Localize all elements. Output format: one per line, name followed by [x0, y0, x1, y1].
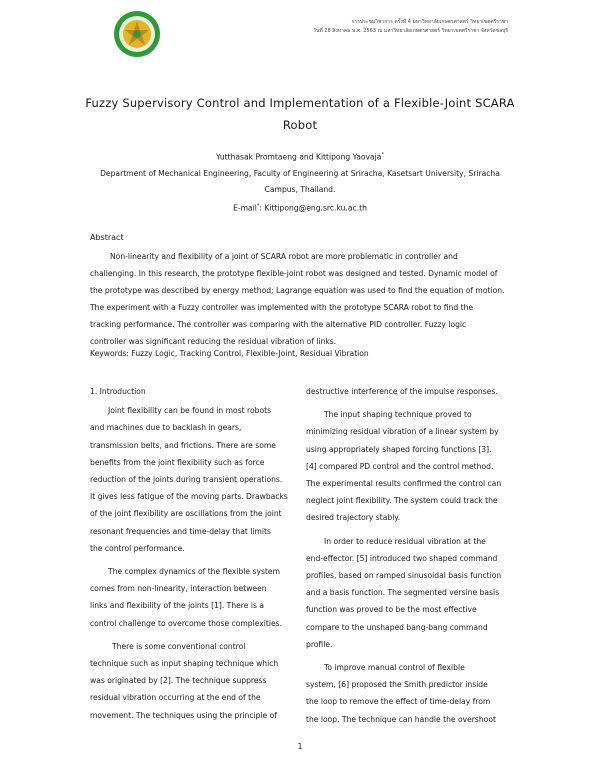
text-line: profile.	[306, 639, 333, 649]
text-line: In order to reduce residual vibration at the	[324, 536, 486, 546]
page-number: 1	[297, 742, 303, 751]
text-line: movement. The techniques using the principle of	[90, 710, 277, 720]
text-line: function was proved to be the most effective	[306, 605, 477, 615]
text-line: the loop to remove the effect of time-delay from	[306, 697, 491, 707]
text-line: and a basis function. The segmented versine basis	[306, 588, 500, 598]
paper-title	[0, 92, 600, 136]
text-line: It gives less fatigue of the moving parts. Drawbacks	[90, 492, 288, 502]
text-line: residual vibration occurring at the end of the	[90, 693, 261, 703]
keywords: Keywords: Fuzzy Logic, Tracking Control, Flexible-Joint, Residual Vibration	[90, 349, 369, 358]
abstract-line: The experiment with a Fuzzy controller was implemented with the prototype SCARA robot to find the	[90, 303, 474, 312]
text-line: desired trajectory stably.	[306, 513, 401, 523]
abstract-line: tracking performance. The controller was comparing with the alternative PID controller. Fuzzy logic	[90, 320, 467, 329]
abstract-line: the prototype was described by energy method; Lagrange equation was used to find the equation of motion.	[90, 286, 505, 295]
left-column	[90, 383, 298, 724]
text-line: neglect joint flexibility. The system could track the	[306, 496, 498, 506]
text-line: control challenge to overcome those complexities.	[90, 618, 282, 628]
paragraph	[306, 659, 514, 728]
abstract-line: challenging. In this research, the prototype flexible-joint robot was designed and tested. Dynamic model of	[90, 269, 498, 278]
paragraph	[90, 638, 298, 724]
text-line: of the joint flexibility are oscillations from the joint	[90, 509, 282, 519]
abstract-line: Non-linearity and flexibility of a joint of SCARA robot are more problematic in controller and	[110, 252, 458, 261]
paragraph	[90, 402, 298, 557]
right-column	[306, 383, 514, 728]
text-line: technique such as input shaping technique which	[90, 659, 279, 669]
authors-block	[0, 147, 600, 216]
text-line: was originated by [2]. The technique suppress	[90, 676, 267, 686]
abstract-body	[90, 248, 510, 350]
text-line: destructive interference of the impulse responses.	[306, 387, 498, 396]
text-line: To improve manual control of flexible	[324, 663, 465, 673]
text-line: the control performance.	[90, 543, 185, 553]
title-line-2: Robot	[282, 118, 318, 132]
text-line: The experimental results confirmed the control can	[306, 479, 502, 489]
abstract-heading: Abstract	[90, 233, 124, 242]
text-line: system, [6] proposed the Smith predictor inside	[306, 680, 488, 690]
text-line: The input shaping technique proved to	[324, 410, 472, 420]
affiliation-line-2: Campus, Thailand.	[264, 184, 336, 194]
paragraph	[90, 563, 298, 632]
abstract-line: controller was significant reducing the residual vibration of links.	[90, 337, 337, 346]
text-line: resonant frequencies and time-delay that limits	[90, 526, 271, 536]
text-line: Joint flexibility can be found in most robots	[108, 406, 272, 416]
email-line: E-mail*: Kittipong@eng.src.ku.ac.th	[233, 202, 367, 213]
text-line: comes from non-linearity, interaction between	[90, 584, 267, 594]
text-line: The complex dynamics of the flexible system	[108, 567, 280, 577]
conference-header	[313, 18, 508, 36]
text-line: links and flexibility of the joints [1]. There is a	[90, 601, 264, 611]
text-line: [4] compared PD control and the control method.	[306, 461, 494, 471]
text-line: end-effector. [5] introduced two shaped command	[306, 553, 498, 563]
affiliation-line-1: Department of Mechanical Engineering, Faculty of Engineering at Sriracha, Kasetsart University, Sriracha	[100, 168, 500, 178]
paragraph	[306, 406, 514, 526]
text-line: using appropriately shaped forcing functions [3].	[306, 444, 492, 454]
text-line: the loop. The technique can handle the overshoot	[306, 714, 496, 724]
text-line: transmission belts, and frictions. There are some	[90, 440, 276, 450]
section-title-introduction: 1. Introduction	[90, 387, 146, 396]
header-line-1: การประชุมวิชาการ ครั้งที่ 4 มหาวิทยาลัยเกษตรศาสตร์ วิทยาเขตศรีราชา	[351, 19, 508, 25]
text-line: reduction of the joints during transient operations.	[90, 475, 283, 485]
header-line-2: วันที่ 28 สิงหาคม พ.ศ. 2563 ณ มหาวิทยาลัยเกษตรศาสตร์ วิทยาเขตศรีราชา จังหวัดชลบุรี	[313, 28, 508, 34]
author-names: Yutthasak Promtaeng and Kittipong Yaovaja*	[216, 152, 384, 162]
text-line: and machines due to backlash in gears,	[90, 423, 242, 433]
university-logo-icon	[113, 10, 161, 58]
text-line: minimizing residual vibration of a linear system by	[306, 427, 499, 437]
text-line: benefits from the joint flexibility such as force	[90, 457, 265, 467]
text-line: There is some conventional control	[112, 641, 246, 651]
text-line: compare to the unshaped bang-bang command	[306, 622, 488, 632]
title-line-1: Fuzzy Supervisory Control and Implementation of a Flexible-Joint SCARA	[85, 96, 515, 110]
text-line: profiles, based on ramped sinusoidal basis function	[306, 571, 502, 581]
paragraph	[306, 533, 514, 653]
paragraph	[306, 383, 514, 400]
